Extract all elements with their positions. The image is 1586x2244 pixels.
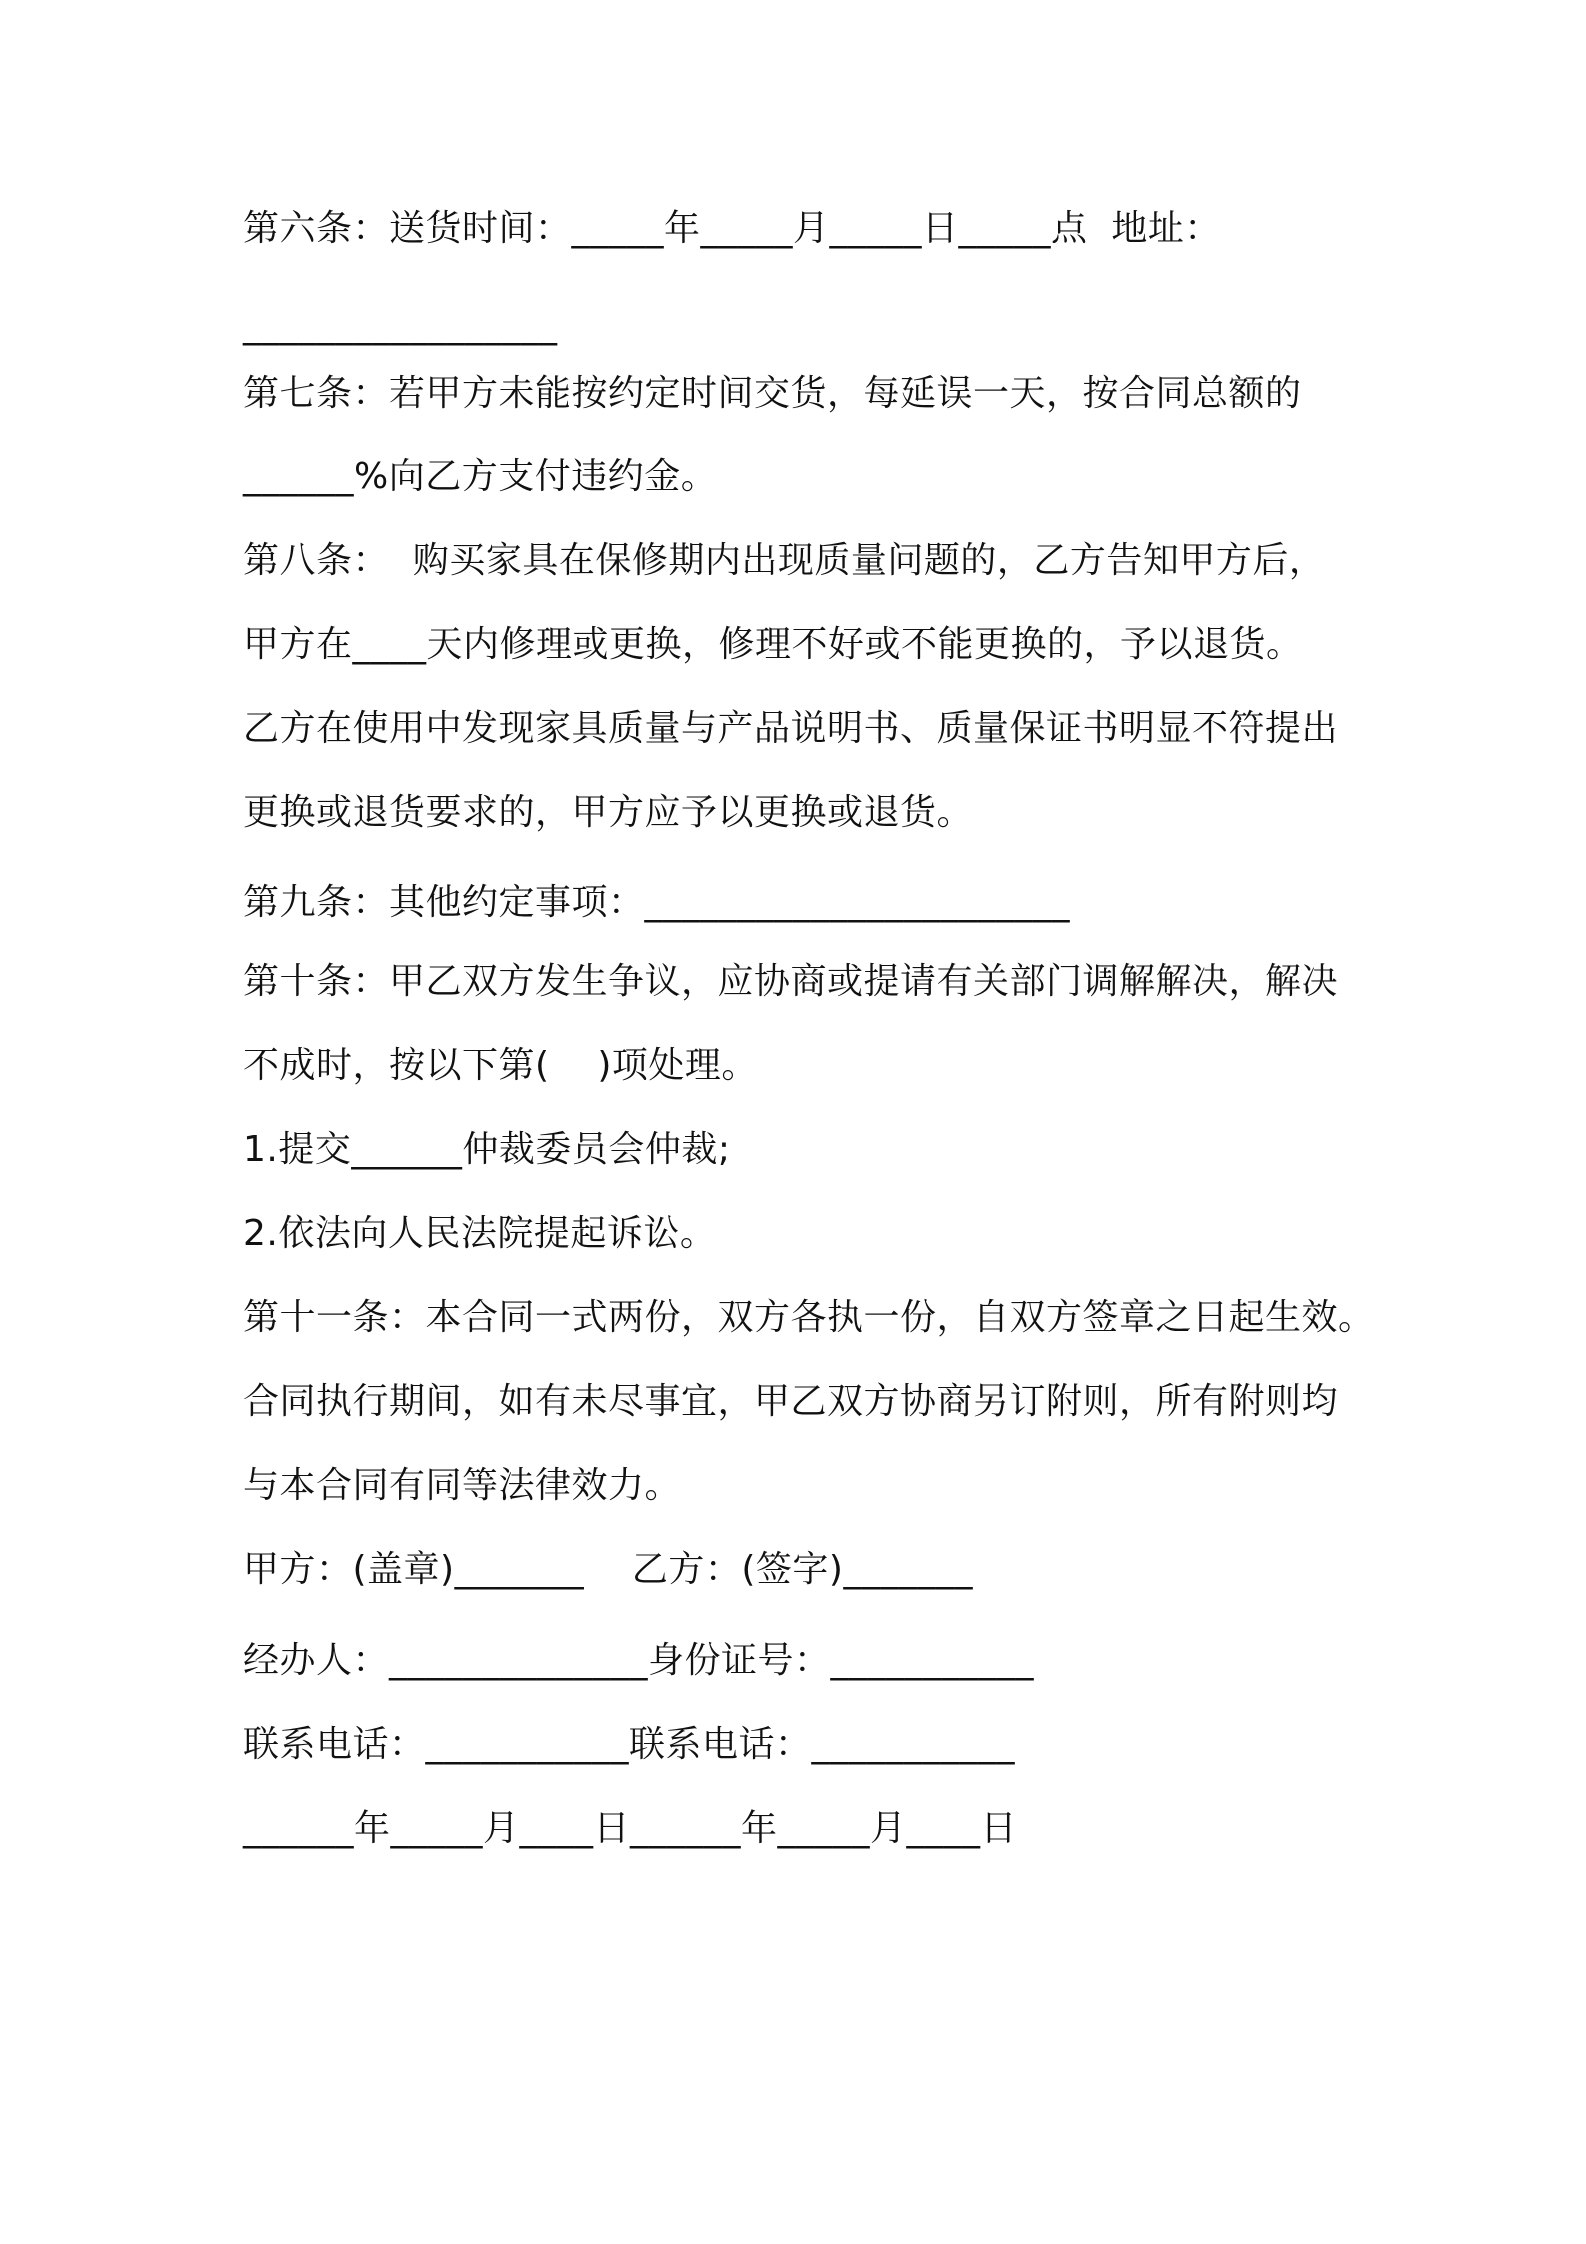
clause-6-delivery-time: 第六条：送货时间：_____年_____月_____日_____点 地址： <box>243 208 1221 249</box>
signature-agent-id: 经办人：______________身份证号：___________ <box>243 1640 1035 1681</box>
signature-phones: 联系电话：___________联系电话：___________ <box>243 1724 1016 1765</box>
clause-7-line-2: ______%向乙方支付违约金。 <box>243 456 718 497</box>
clause-10-line-2: 不成时，按以下第( )项处理。 <box>243 1045 758 1086</box>
clause-7-line-1: 第七条：若甲方未能按约定时间交货，每延误一天，按合同总额的 <box>243 373 1302 414</box>
clause-10-option-2: 2.依法向人民法院提起诉讼。 <box>243 1213 717 1254</box>
clause-6-address-blank: _________________ <box>243 305 558 346</box>
signature-dates: ______年_____月____日______年_____月____日 <box>243 1808 1018 1849</box>
clause-8-line-2: 甲方在____天内修理或更换，修理不好或不能更换的，予以退货。 <box>243 624 1303 665</box>
clause-8-line-4: 更换或退货要求的，甲方应予以更换或退货。 <box>243 792 974 833</box>
clause-11-line-3: 与本合同有同等法律效力。 <box>243 1465 682 1506</box>
signature-parties: 甲方：(盖章)_______ 乙方：(签字)_______ <box>243 1549 973 1590</box>
clause-8-line-3: 乙方在使用中发现家具质量与产品说明书、质量保证书明显不符提出 <box>243 708 1339 749</box>
clause-10-line-1: 第十条：甲乙双方发生争议，应协商或提请有关部门调解解决，解决 <box>243 961 1339 1002</box>
clause-11-line-2: 合同执行期间，如有未尽事宜，甲乙双方协商另订附则，所有附则均 <box>243 1381 1339 1422</box>
clause-9: 第九条：其他约定事项：_______________________ <box>243 882 1071 923</box>
clause-10-option-1: 1.提交______仲裁委员会仲裁; <box>243 1129 731 1170</box>
clause-11-line-1: 第十一条：本合同一式两份，双方各执一份，自双方签章之日起生效。 <box>243 1297 1375 1338</box>
clause-8-line-1: 第八条： 购买家具在保修期内出现质量问题的，乙方告知甲方后， <box>243 540 1326 581</box>
